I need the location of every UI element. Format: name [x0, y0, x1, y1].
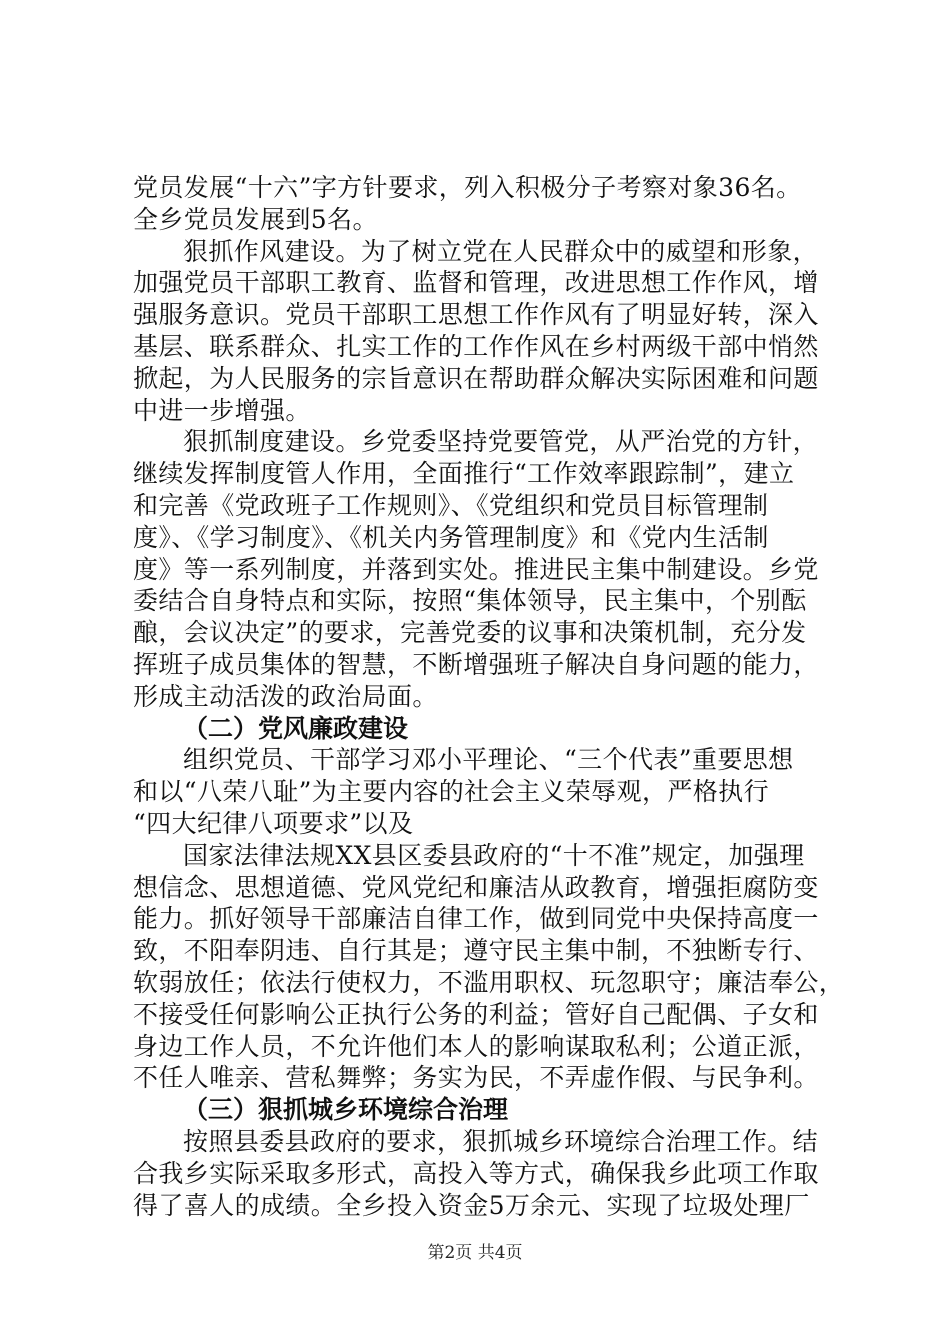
text-line: 和以“八荣八耻”为主要内容的社会主义荣辱观，严格执行: [133, 777, 769, 807]
text-line: 不任人唯亲、营私舞弊；务实为民，不弄虚作假、与民争利。: [133, 1063, 819, 1093]
text-line: 挥班子成员集体的智慧，不断增强班子解决自身问题的能力，: [133, 649, 819, 679]
text-line: 加强党员干部职工教育、监督和管理，改进思想工作作风，增: [133, 268, 819, 298]
page-footer: [0, 1242, 950, 1264]
text-line: 不接受任何影响公正执行公务的利益；管好自己配偶、子女和: [133, 999, 819, 1029]
paragraph-start: 狠抓制度建设。乡党委坚持党要管党，从严治党的方针，: [183, 427, 819, 457]
paragraph-start: 国家法律法规XX县区委县政府的“十不准”规定，加强理: [183, 840, 805, 870]
paragraph-start: 按照县委县政府的要求，狠抓城乡环境综合治理工作。结: [183, 1126, 819, 1156]
text-line: 合我乡实际采取多形式，高投入等方式，确保我乡此项工作取: [133, 1158, 819, 1188]
text-line: 基层、联系群众、扎实工作的工作作风在乡村两级干部中悄然: [133, 331, 819, 361]
text-line: 酿，会议决定”的要求，完善党委的议事和决策机制，充分发: [133, 618, 807, 648]
text-line: 形成主动活泼的政治局面。: [133, 681, 438, 711]
text-line: 能力。抓好领导干部廉洁自律工作，做到同党中央保持高度一: [133, 904, 819, 934]
text-line: 委结合自身特点和实际，按照“集体领导，民主集中，个别酝: [133, 586, 807, 616]
text-line: 致，不阳奉阴违、自行其是；遵守民主集中制，不独断专行、: [133, 936, 819, 966]
text-line: 得了喜人的成绩。全乡投入资金5万余元、实现了垃圾处理厂: [133, 1190, 810, 1220]
text-line: 想信念、思想道德、党风党纪和廉洁从政教育，增强拒腐防变: [133, 872, 819, 902]
paragraph-start: 狠抓作风建设。为了树立党在人民群众中的威望和形象，: [183, 236, 819, 266]
text-line: 身边工作人员，不允许他们本人的影响谋取私利；公道正派，: [133, 1031, 819, 1061]
text-line: 掀起，为人民服务的宗旨意识在帮助群众解决实际困难和问题: [133, 363, 819, 393]
text-line: 中进一步增强。: [133, 395, 311, 425]
text-line: 软弱放任；依法行使权力，不滥用职权、玩忽职守；廉洁奉公，: [133, 967, 845, 997]
text-line: 度》等一系列制度，并落到实处。推进民主集中制建设。乡党: [133, 554, 819, 584]
section-heading: （二）党风廉政建设: [183, 713, 409, 743]
page-number: 第2页 共4页: [427, 1243, 523, 1263]
text-line: 度》、《学习制度》、《机关内务管理制度》和《党内生活制: [133, 522, 769, 552]
paragraph-start: 组织党员、干部学习邓小平理论、“三个代表”重要思想: [183, 745, 794, 775]
text-line: 继续发挥制度管人作用，全面推行“工作效率跟踪制”，建立: [133, 459, 795, 489]
text-line: 党员发展“十六”字方针要求，列入积极分子考察对象36名。: [133, 173, 802, 202]
text-line: 全乡党员发展到5名。: [133, 204, 378, 234]
text-line: “四大纪律八项要求”以及: [133, 808, 414, 838]
text-line: 和完善《党政班子工作规则》、《党组织和党员目标管理制: [133, 490, 769, 520]
document-body: [133, 172, 845, 1221]
section-heading: （三）狠抓城乡环境综合治理: [183, 1095, 509, 1125]
text-line: 强服务意识。党员干部职工思想工作作风有了明显好转，深入: [133, 300, 819, 330]
